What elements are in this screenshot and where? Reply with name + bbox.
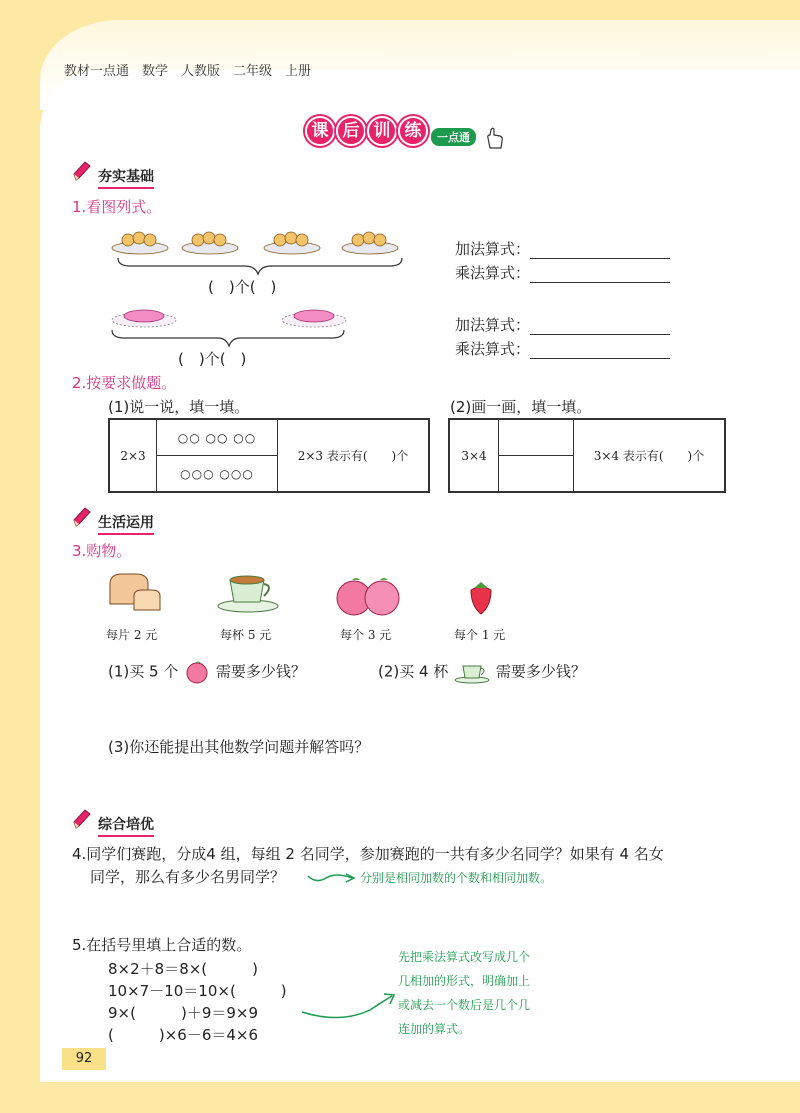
q1-add-a-label: 加法算式： [455, 240, 531, 258]
bread-image [106, 570, 162, 614]
section-life: 生活运用 [98, 512, 154, 535]
t2-meaning: 3×4 表示有( )个 [574, 419, 726, 492]
q1-paren-a: ( )个( ) [208, 278, 277, 296]
q1-mul-b [455, 338, 670, 359]
pencil-icon [72, 160, 92, 182]
title-char-2: 后 [336, 116, 366, 146]
strawberry-image [466, 580, 496, 616]
q1-paren-b: ( )个( ) [178, 350, 247, 368]
hint-arrow-icon [300, 990, 400, 1024]
q5-hint-3: 或减去一个数后是几个几 [398, 998, 531, 1012]
q1-mul-a-label: 乘法算式： [455, 264, 531, 282]
q3-sub1 [108, 660, 306, 684]
q2-table-2 [448, 418, 726, 493]
q2-table-1 [108, 418, 430, 493]
pink-plates-image [108, 302, 358, 352]
pencil-icon [72, 506, 92, 528]
title-char-3: 训 [367, 116, 397, 146]
q4-line2: 同学，那么有多少名男同学？ [90, 868, 286, 886]
title-char-1: 课 [305, 116, 335, 146]
q1-mul-b-label: 乘法算式： [455, 340, 531, 358]
q3-sub2-b: 需要多少钱？ [495, 662, 586, 681]
page-title [305, 116, 470, 152]
q5-hint-2: 几相加的形式，明确加上 [398, 974, 531, 988]
title-char-4: 练 [398, 116, 428, 146]
q3-sub1-b: 需要多少钱？ [215, 662, 306, 681]
title-badge: 一点通 [431, 128, 476, 146]
section-advanced: 综合培优 [98, 814, 154, 837]
answer-line[interactable] [530, 344, 670, 359]
t1-expr: 2×3 [109, 419, 157, 492]
price-bread: 每片 2 元 [106, 628, 158, 642]
t1-row1: ○○ ○○ ○○ [157, 419, 278, 456]
q3-sub3: (3)你还能提出其他数学问题并解答吗？ [108, 738, 370, 756]
t1-row2: ○○○ ○○○ [157, 456, 278, 493]
q3-sub2 [378, 660, 586, 684]
q3-sub2-a: (2)买 4 杯 [378, 662, 449, 681]
peach-icon [183, 660, 211, 684]
hand-pointer-icon [483, 126, 505, 150]
q3-sub1-a: (1)买 5 个 [108, 662, 179, 681]
q2-label: 2.按要求做题。 [72, 374, 177, 392]
tea-cup-image [216, 566, 280, 614]
q5-label: 5.在括号里填上合适的数。 [72, 936, 252, 954]
q5-hint-1: 先把乘法算式改写成几个 [398, 950, 531, 964]
q1-label: 1.看图列式。 [72, 198, 162, 216]
q5-eq-1: 8×2＋8＝8×( ) [108, 960, 259, 978]
q4-hint: 分别是相同加数的个数和相同加数。 [360, 871, 553, 885]
q5-eq-3: 9×( )＋9＝9×9 [108, 1004, 259, 1022]
peaches-image [334, 574, 402, 618]
book-header: 教材一点通 数学 人教版 二年级 上册 [64, 64, 312, 79]
answer-line[interactable] [530, 268, 670, 283]
q1-mul-a [455, 262, 670, 283]
q5-eq-4: ( )×6－6＝4×6 [108, 1026, 259, 1044]
q3-label-text: 3.购物。 [72, 542, 132, 560]
page-number: 92 [62, 1048, 106, 1070]
price-tea: 每杯 5 元 [220, 628, 272, 642]
q4-line1: 4.同学们赛跑，分成4 组，每组 2 名同学，参加赛跑的一共有多少名同学？如果有 4 名女 [72, 845, 664, 863]
t2-expr: 3×4 [449, 419, 499, 492]
tea-cup-icon [453, 660, 491, 684]
q3-label [72, 540, 131, 561]
pencil-icon [72, 808, 92, 830]
t2-draw-bottom[interactable] [499, 456, 574, 493]
t2-draw-top[interactable] [499, 419, 574, 456]
price-strawberry: 每个 1 元 [454, 628, 506, 642]
section-basic: 夯实基础 [98, 166, 154, 189]
q1-add-a [455, 238, 670, 259]
q2-part2: (2)画一画，填一填。 [450, 398, 592, 416]
q5-hint-4: 连加的算式。 [398, 1022, 471, 1036]
q1-add-b-label: 加法算式： [455, 316, 531, 334]
t1-meaning: 2×3 表示有( )个 [278, 419, 430, 492]
answer-line[interactable] [530, 320, 670, 335]
answer-line[interactable] [530, 244, 670, 259]
q2-part1: (1)说一说，填一填。 [108, 398, 250, 416]
price-peach: 每个 3 元 [340, 628, 392, 642]
q5-eq-2: 10×7－10＝10×( ) [108, 982, 287, 1000]
q1-add-b [455, 314, 670, 335]
hint-arrow-icon [306, 870, 358, 886]
